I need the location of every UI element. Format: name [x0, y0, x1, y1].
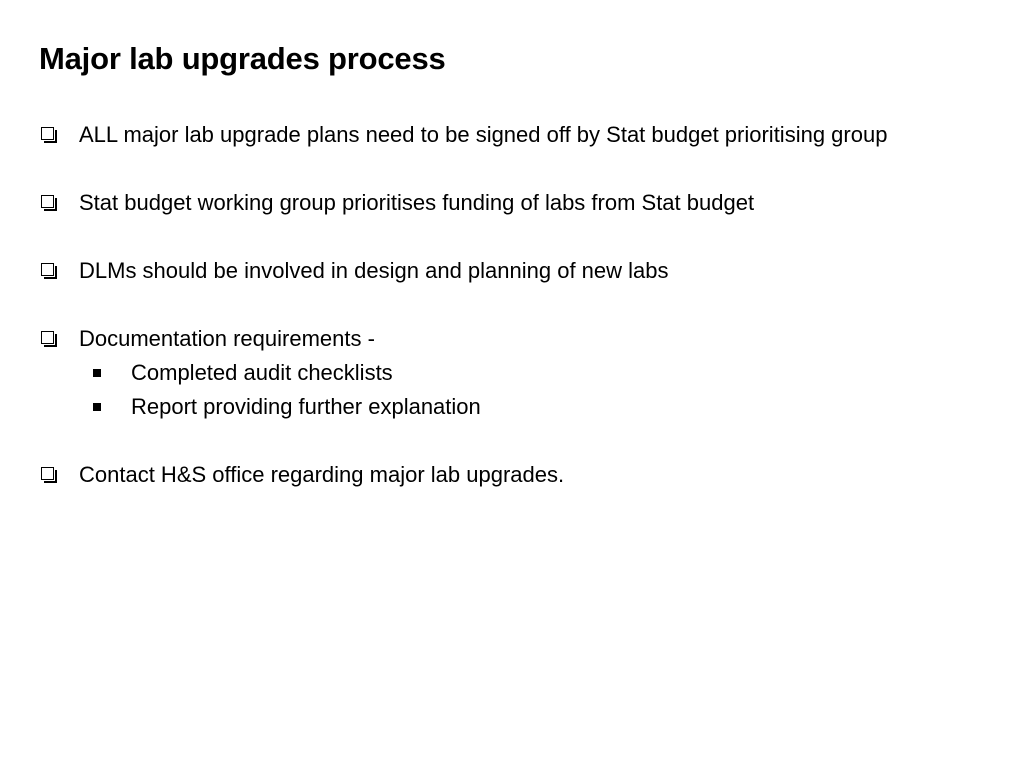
- checkbox-bullet-icon: [41, 467, 54, 480]
- sub-bullet-list: [79, 356, 979, 424]
- bullet-list: [39, 118, 979, 492]
- slide-title: Major lab upgrades process: [39, 41, 446, 76]
- bullet-text: DLMs should be involved in design and planning of new labs: [79, 258, 669, 283]
- bullet-item: [39, 458, 979, 492]
- sub-bullet-item: [79, 356, 979, 390]
- square-bullet-icon: [93, 403, 101, 411]
- sub-bullet-text: Report providing further explanation: [131, 394, 481, 419]
- bullet-item: [39, 254, 979, 288]
- checkbox-bullet-icon: [41, 195, 54, 208]
- bullet-item: [39, 118, 979, 152]
- checkbox-bullet-icon: [41, 263, 54, 276]
- square-bullet-icon: [93, 369, 101, 377]
- sub-bullet-item: [79, 390, 979, 424]
- bullet-item: [39, 186, 979, 220]
- bullet-item: [39, 322, 979, 424]
- checkbox-bullet-icon: [41, 127, 54, 140]
- bullet-text: Stat budget working group prioritises funding of labs from Stat budget: [79, 190, 755, 215]
- sub-bullet-text: Completed audit checklists: [131, 360, 393, 385]
- bullet-text: Documentation requirements -: [79, 326, 375, 351]
- bullet-text: Contact H&S office regarding major lab upgrades.: [79, 462, 565, 487]
- checkbox-bullet-icon: [41, 331, 54, 344]
- bullet-text: ALL major lab upgrade plans need to be signed off by Stat budget prioritising group: [79, 122, 888, 147]
